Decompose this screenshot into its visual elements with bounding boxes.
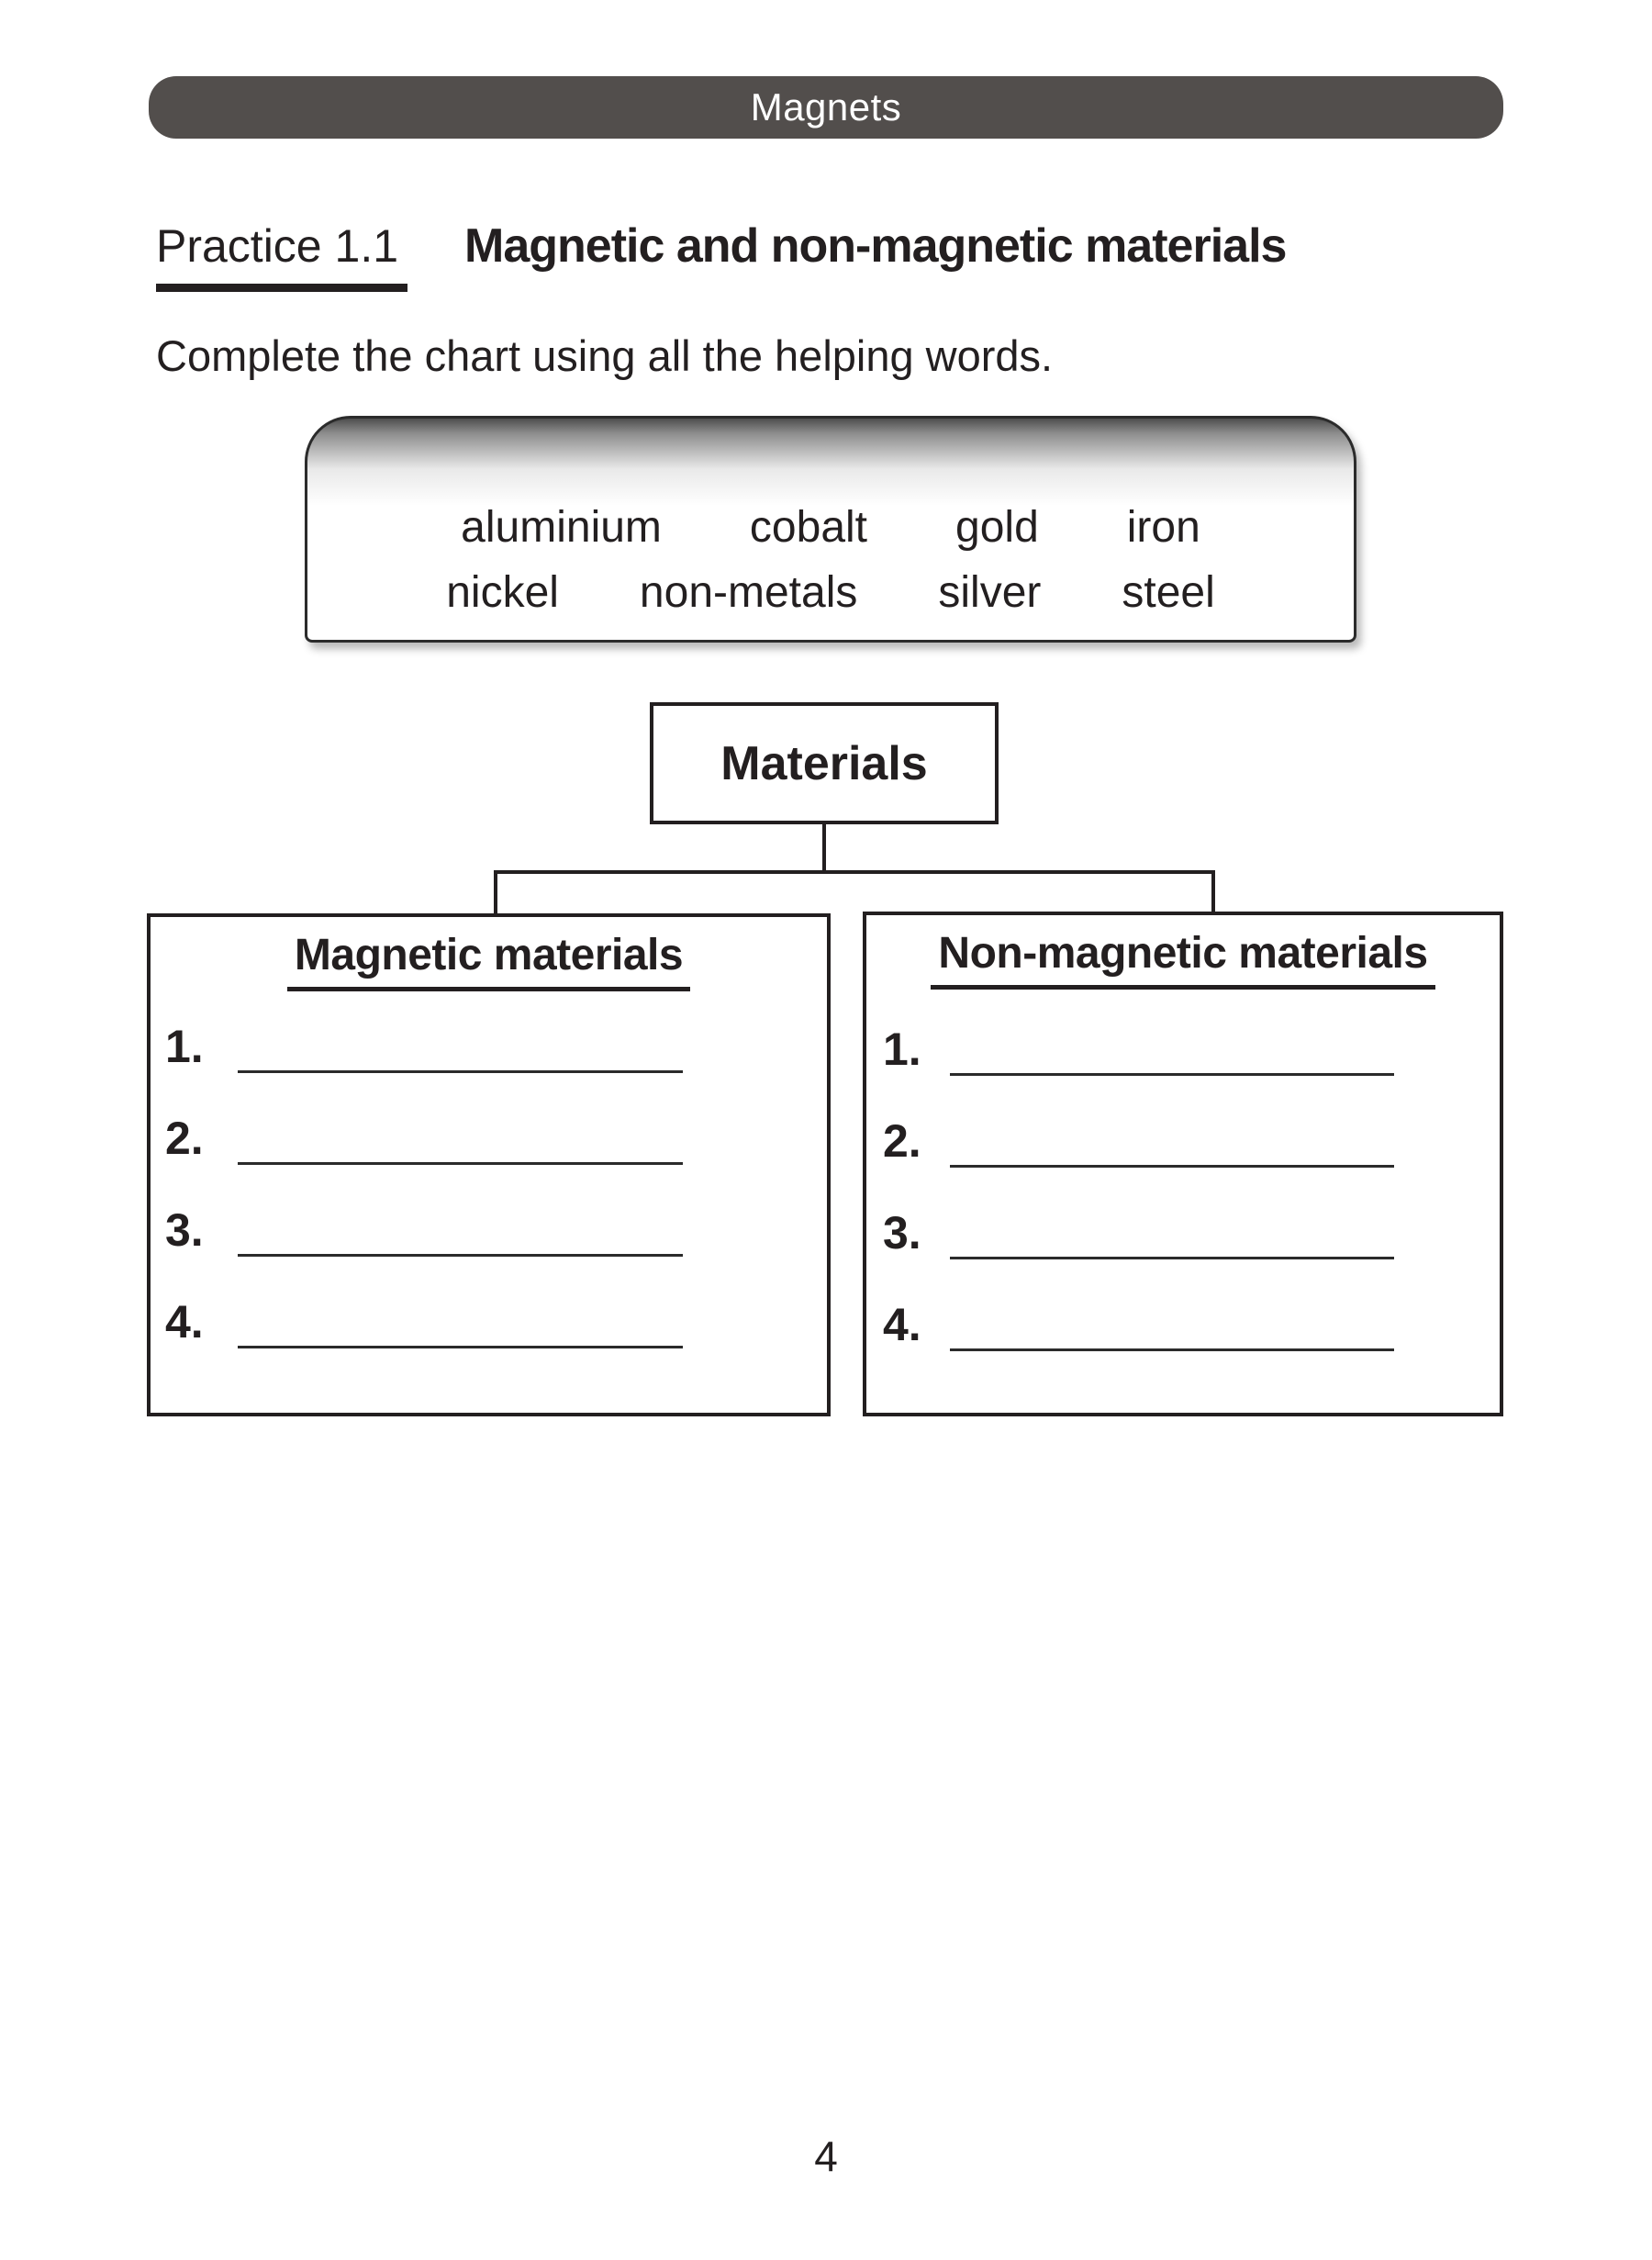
item-number: 2. (165, 1113, 204, 1164)
blank-line[interactable] (238, 1162, 683, 1165)
helping-word: steel (1122, 568, 1215, 618)
non-magnetic-title-wrap (866, 928, 1500, 990)
helping-word: non-metals (639, 568, 858, 618)
magnetic-title-wrap (151, 930, 827, 991)
helping-words-box (305, 416, 1356, 643)
helping-word: aluminium (461, 502, 662, 552)
item-number: 2. (883, 1115, 921, 1167)
helping-word: gold (955, 502, 1039, 552)
blank-line[interactable] (238, 1070, 683, 1073)
connector-root-vertical (822, 824, 826, 872)
item-number: 3. (165, 1204, 204, 1256)
item-number: 3. (883, 1207, 921, 1259)
page-number: 4 (814, 2132, 838, 2180)
helping-words-row-2 (307, 566, 1354, 620)
instruction-text: Complete the chart using all the helping words. (156, 331, 1054, 380)
magnetic-materials-box (147, 913, 831, 1416)
item-number: 1. (883, 1024, 921, 1075)
materials-node-label: Materials (720, 736, 928, 790)
item-number: 4. (165, 1296, 204, 1348)
non-magnetic-box-title: Non-magnetic materials (931, 928, 1434, 990)
helping-word: cobalt (749, 502, 868, 552)
blank-line[interactable] (238, 1254, 683, 1257)
helping-words-row-1 (307, 501, 1354, 554)
connector-left-vertical (494, 870, 497, 915)
connector-horizontal (494, 870, 1215, 874)
blank-line[interactable] (238, 1346, 683, 1348)
chapter-title: Magnets (750, 85, 902, 129)
non-magnetic-materials-box (863, 912, 1503, 1416)
blank-line[interactable] (950, 1257, 1394, 1259)
practice-heading (156, 218, 1286, 292)
practice-title: Magnetic and non-magnetic materials (464, 219, 1287, 273)
materials-node (650, 702, 999, 824)
blank-line[interactable] (950, 1165, 1394, 1168)
helping-word: silver (938, 568, 1042, 618)
item-number: 4. (883, 1299, 921, 1350)
blank-line[interactable] (950, 1073, 1394, 1076)
helping-word: iron (1126, 502, 1200, 552)
blank-line[interactable] (950, 1348, 1394, 1351)
chapter-banner (149, 76, 1503, 139)
magnetic-box-title: Magnetic materials (287, 930, 690, 991)
helping-word: nickel (446, 568, 559, 618)
connector-right-vertical (1211, 870, 1215, 913)
practice-label: Practice 1.1 (156, 219, 407, 292)
item-number: 1. (165, 1021, 204, 1072)
